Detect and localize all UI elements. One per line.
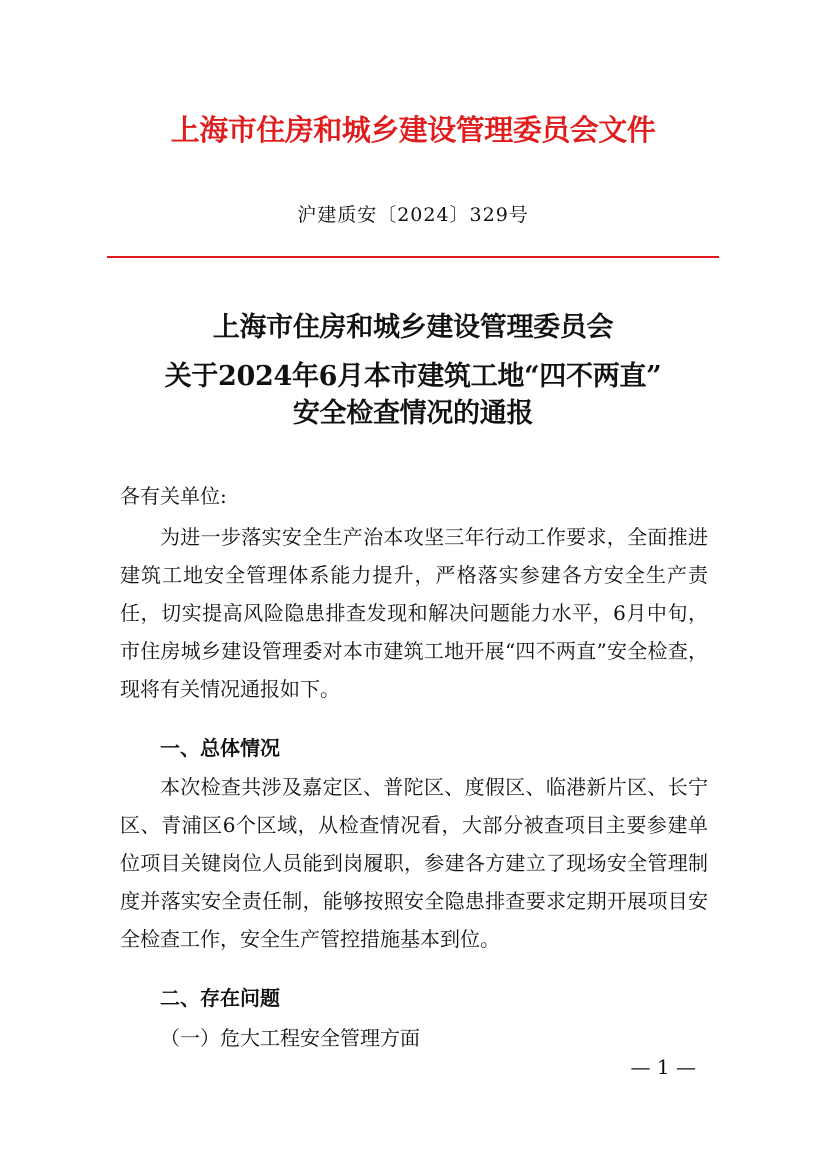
red-separator-line bbox=[107, 256, 719, 258]
page-number: — 1 — bbox=[630, 1055, 696, 1079]
intro-paragraph: 为进一步落实安全生产治本攻坚三年行动工作要求，全面推进建筑工地安全管理体系能力提升，严格落实参建各方安全生产责任，切实提高风险隐患排查发现和解决问题能力水平，6月中旬，市住房城乡建设管理委对本市建筑工地开展“四不两直”安全检查，现将有关情况通报如下。 bbox=[120, 525, 708, 701]
document-number: 沪建质安〔2024〕329号 bbox=[297, 204, 529, 226]
title-line-3: 安全检查情况的通报 bbox=[292, 398, 534, 429]
subsection-heading: （一）危大工程安全管理方面 bbox=[160, 1026, 420, 1050]
title-line-1: 上海市住房和城乡建设管理委员会 bbox=[212, 312, 614, 343]
issuing-org-header: 上海市住房和城乡建设管理委员会文件 bbox=[170, 113, 656, 147]
section-heading-problems: 二、存在问题 bbox=[160, 986, 280, 1010]
salutation: 各有关单位: bbox=[120, 484, 227, 508]
title-line-2: 关于2024年6月本市建筑工地“四不两直” bbox=[164, 361, 662, 392]
overview-paragraph: 本次检查共涉及嘉定区、普陀区、度假区、临港新片区、长宁区、青浦区6个区域，从检查情况看，大部分被查项目主要参建单位项目关键岗位人员能到岗履职，参建各方建立了现场安全管理制度并落实安全责任制，能够按照安全隐患排查要求定期开展项目安全检查工作，安全生产管控措施基本到位。 bbox=[120, 775, 708, 951]
section-heading-overview: 一、总体情况 bbox=[160, 736, 280, 760]
